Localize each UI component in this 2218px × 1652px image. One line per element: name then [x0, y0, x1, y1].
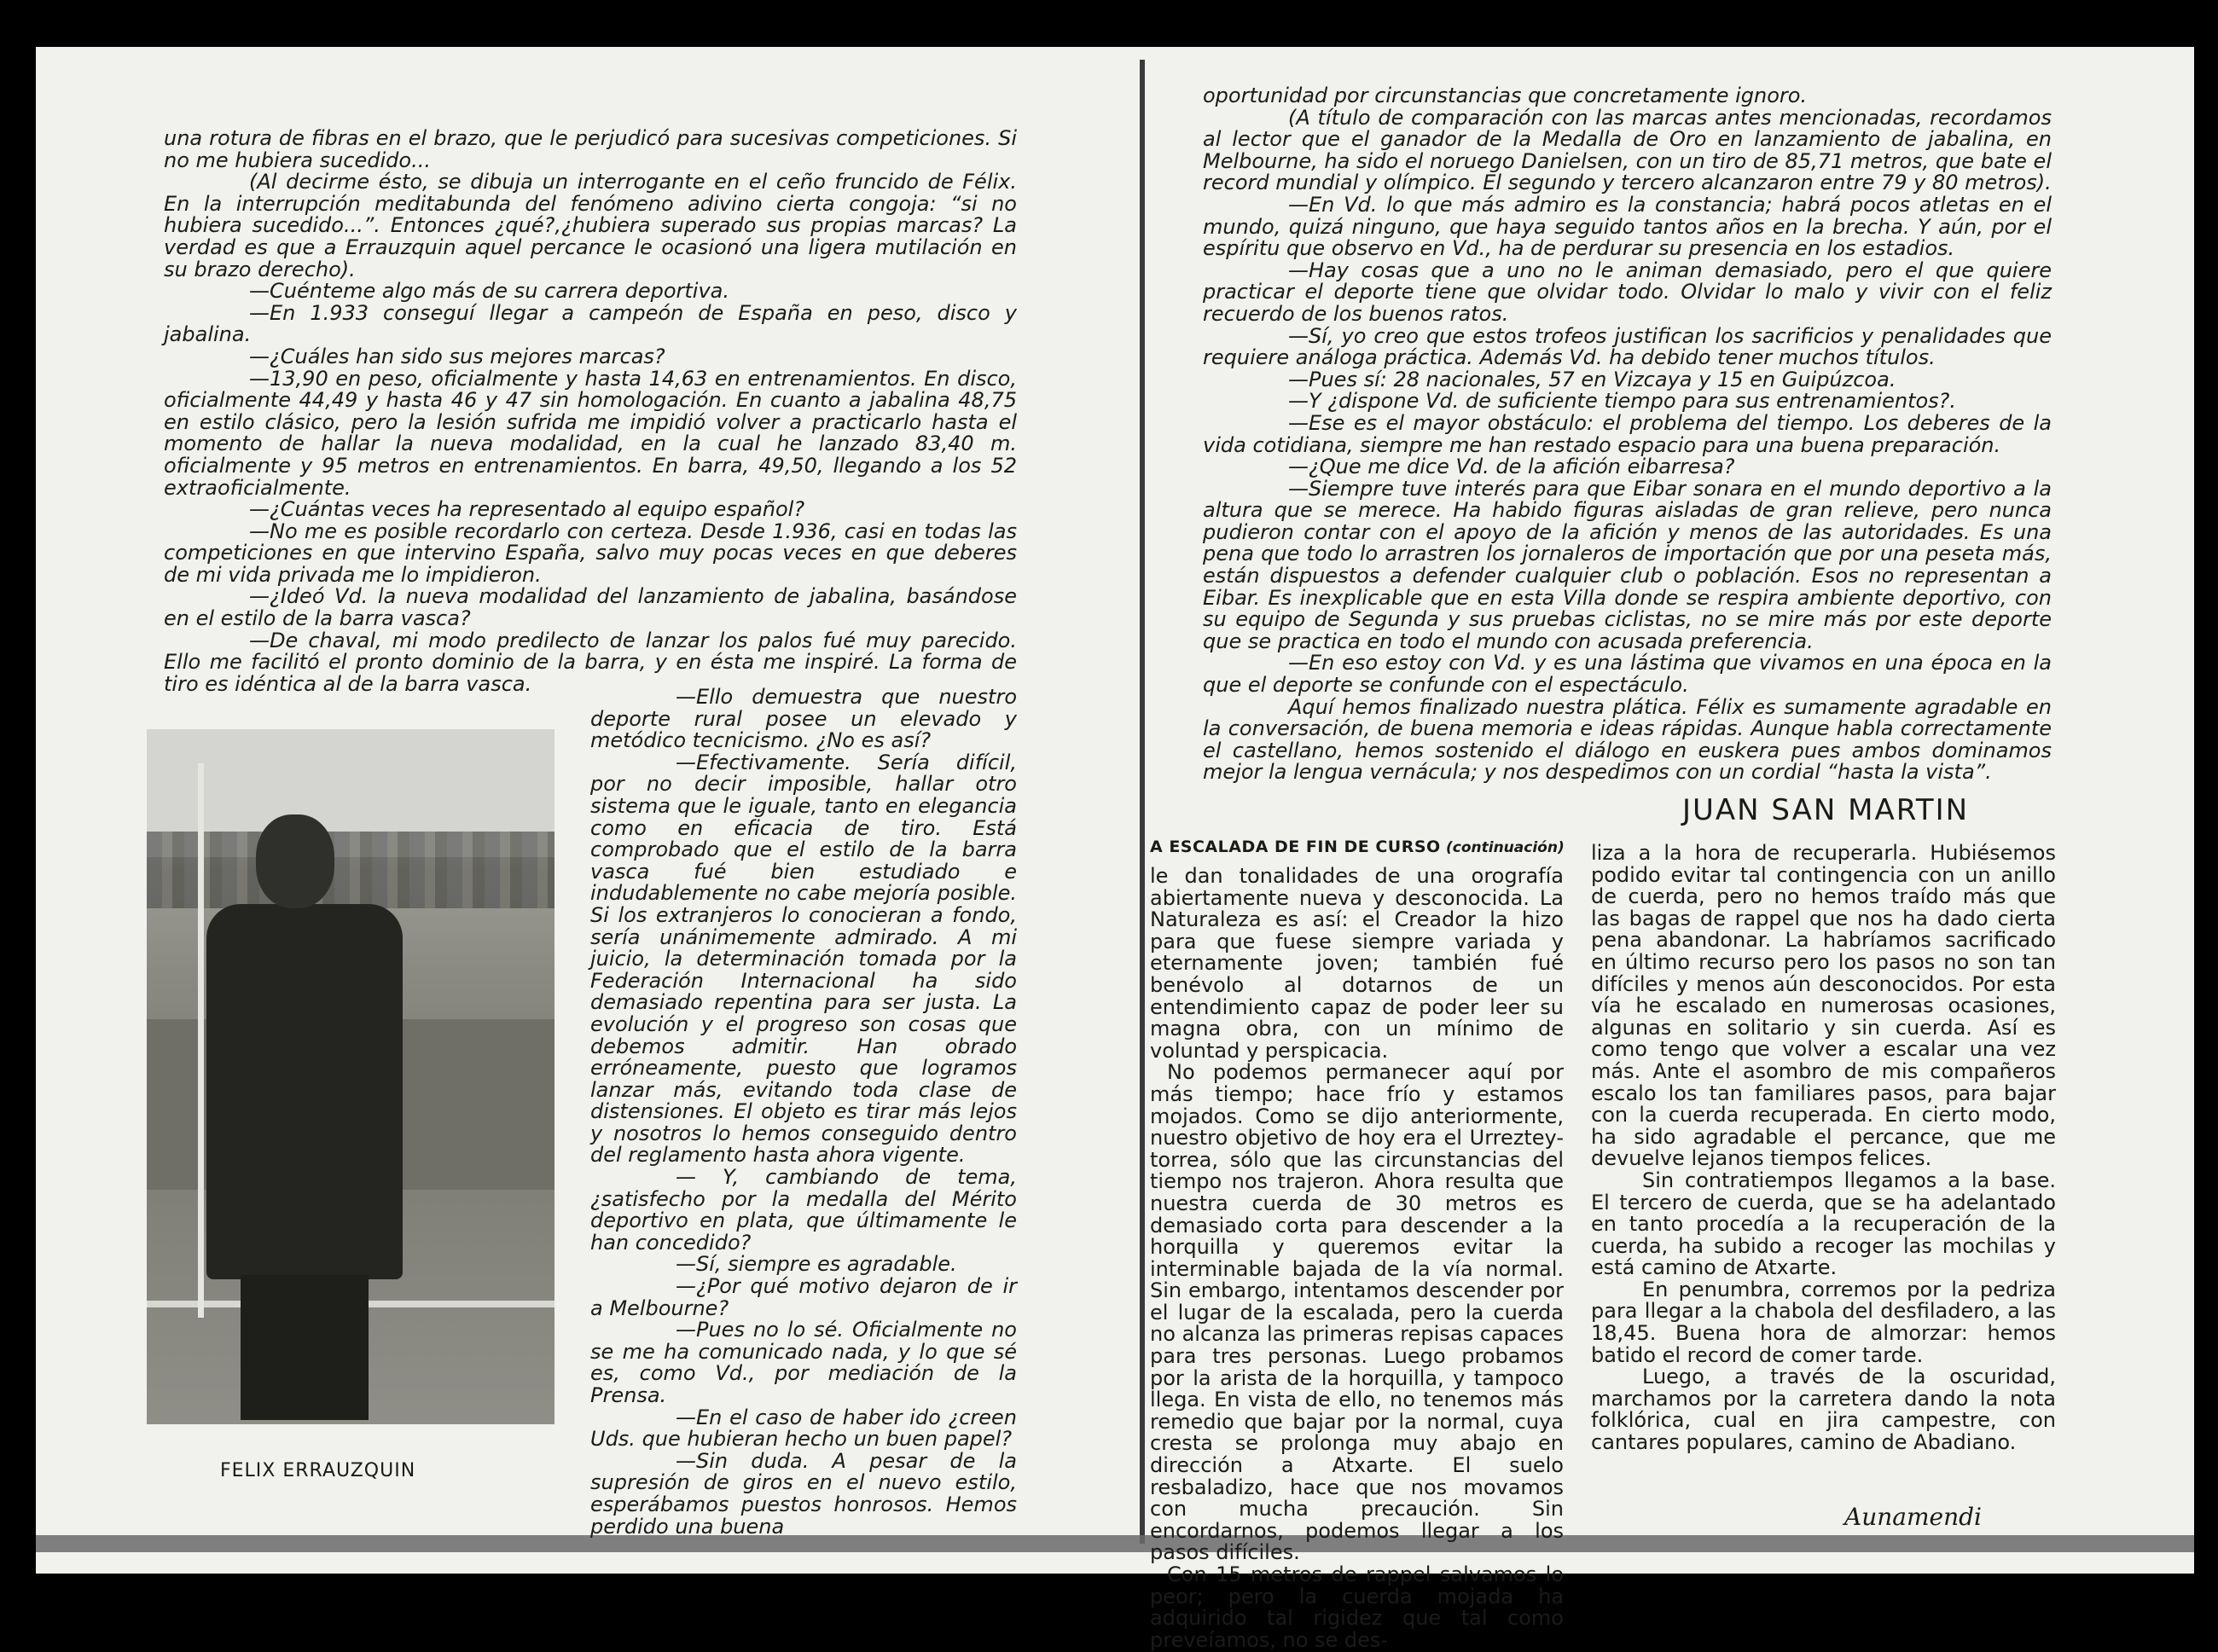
left-col-para: —Sí, siempre es agradable.: [676, 1252, 957, 1277]
right-para: —Hay cosas que a uno no le animan demasiado, pero el que quiere practicar el deporte tiene que olvidar todo. Olvidar lo malo y vivir con el feliz recuerdo de los buenos ratos.: [1203, 258, 2052, 326]
page-gutter: [1140, 60, 1145, 1544]
left-para: una rotura de fibras en el brazo, que le perjudicó para sucesivas competiciones. Si no me hubiera sucedido...: [164, 126, 1017, 172]
right-interview-text: [1203, 85, 2052, 784]
col2-para: liza a la hora de recuperarla. Hubiésemos podido evitar tal contingencia con un anillo de cuerda, pero no hemos traído más que las bagas de rappel que nos ha dado cierta pena abandonar. La habríamos sacrificado en último recurso pero los pasos no son tan difíciles y menos aún desconocidos. Por esta vía he escalado en numerosas ocasiones, algunas en solitario y sin cuerda. Así es como tengo que volver a escalar una vez más. Ante el asombro de mis compañeros escalo los tan familiares pasos, para bajar con la cuerda recuperada. En cierto modo, ha sido agradable el percance, que me devuelve lejanos tiempos felices.: [1591, 841, 2056, 1171]
right-para: oportunidad por circunstancias que concretamente ignoro.: [1203, 84, 1808, 107]
right-para: (A título de comparación con las marcas antes mencionadas, recordamos al lector que el ganador de la Medalla de Oro en lanzamiento de jabalina, en Melbourne, ha sido el noruego Danielsen, con un tiro de 85,71 metros, que bate el record mundial y olímpico. El segundo y tercero alcanzaron entre 79 y 80 metros).: [1203, 105, 2052, 195]
right-para: —Pues sí: 28 nacionales, 57 en Vizcaya y 15 en Guipúzcoa.: [1288, 367, 1896, 391]
col2-para: En penumbra, corremos por la pedriza para llegar a la chabola del desfiladero, a las 18,45. Buena hora de almorzar: hemos batido el record de comer tarde.: [1591, 1277, 2056, 1367]
left-para: —13,90 en peso, oficialmente y hasta 14,63 en entrenamientos. En disco, oficialmente 44,49 y hasta 46 y 47 sin homologación. En cuanto a jabalina 48,75 en estilo clásico, pero la lesión sufrida me impidió volver a practicarlo hasta el momento de hallar la nueva modalidad, en la cual he lanzado 83,40 m. oficialmente y 95 metros en entrenamientos. En barra, 49,50, llegando a los 52 extraoficialmente.: [164, 366, 1017, 500]
right-para: —Ese es el mayor obstáculo: el problema del tiempo. Los deberes de la vida cotidiana, siempre me han restado espacio para una buena preparación.: [1203, 410, 2052, 457]
right-column-2: [1591, 843, 2056, 1454]
right-para: —Y ¿dispone Vd. de suficiente tiempo para sus entrenamientos?.: [1288, 389, 1957, 414]
right-para: —En Vd. lo que más admiro es la constancia; habrá pocos atletas en el mundo, quizá ninguno, que haya seguido tantos años en la brecha. Y aún, por el espíritu que observo en Vd., ha de perdurar su presencia en los estadios.: [1203, 192, 2052, 261]
left-para: —¿Cuántas veces ha representado al equipo español?: [249, 497, 805, 522]
left-col-para: —Pues no lo sé. Oficialmente no se me ha comunicado nada, y lo que sé es, como Vd., por mediación de la Prensa.: [590, 1318, 1017, 1407]
left-col-para: —Sin duda. A pesar de la supresión de giros en el nuevo estilo, esperábamos puestos honrosos. Hemos perdido una buena: [590, 1448, 1017, 1539]
left-column-text: [590, 687, 1017, 1538]
author-name: JUAN SAN MARTIN: [1682, 793, 1970, 827]
left-para: —De chaval, mi modo predilecto de lanzar los palos fué muy parecido. Ello me facilitó el pronto dominio de la barra, y en ésta me inspiré. La forma de tiro es idéntica al de la barra vasca.: [164, 628, 1017, 696]
left-para: —No me es posible recordarlo con certeza. Desde 1.936, casi en todas las competiciones en que intervino España, salvo muy pocas veces en que deberes de mi vida privada me lo impidieron.: [164, 519, 1017, 587]
left-para: —En 1.933 conseguí llegar a campeón de España en peso, disco y jabalina.: [164, 300, 1017, 347]
right-para: —¿Que me dice Vd. de la afición eibarresa?: [1288, 455, 1735, 479]
left-col-para: —Efectivamente. Sería difícil, por no decir imposible, hallar otro sistema que le iguale, tanto en elegancia como en eficacia de tiro. Está comprobado que el estilo de la barra vasca fué bien estudiado e indudablemente no cabe mejoría posible. Si los extranjeros lo conocieran a fondo, sería unánimemente admirado. A mi juicio, la determinación tomada por la Federación Internacional ha sido demasiado repentina para ser justa. La evolución y el progreso son cosas que debemos admitir. Han obrado erróneamente, puesto que logramos lanzar más, evitando toda clase de distensiones. El objeto es tirar más lejos y nosotros lo hemos conseguido dentro del reglamento hasta ahora vigente.: [590, 750, 1017, 1168]
left-para: —Cuénteme algo más de su carrera deportiva.: [249, 279, 730, 304]
col1-para: le dan tonalidades de una orografía abiertamente nueva y desconocida. La Naturaleza es así: el Creador la hizo para que fuese siempre variada y eternamente joven; también fué benévolo al dotarnos de un entendimiento capaz de poder leer su magna obra, con un mínimo de voluntad y perspicacia.: [1150, 864, 1564, 1063]
left-intro-text: [164, 128, 1017, 695]
right-column-1: [1150, 866, 1564, 1651]
scan-edge: [36, 1535, 2194, 1552]
left-para: —¿Ideó Vd. la nueva modalidad del lanzamiento de jabalina, basándose en el estilo de la barra vasca?: [164, 584, 1017, 631]
section-continuation: (continuación): [1446, 839, 1565, 856]
athlete-photo: [147, 729, 554, 1424]
left-col-para: —En el caso de haber ido ¿creen Uds. que hubieran hecho un buen papel?: [590, 1405, 1017, 1452]
right-para: —En eso estoy con Vd. y es una lástima que vivamos en una época en la que el deporte se confunde con el espectáculo.: [1203, 651, 2052, 698]
right-para: Aquí hemos finalizado nuestra plática. Félix es sumamente agradable en la conversación, de buena memoria e ideas rápidas. Aunque habla correctamente el castellano, hemos sostenido el diálogo en euskera pues ambos dominamos mejor la lengua vernácula; y nos despedimos con un cordial “hasta la vista”.: [1203, 694, 2052, 785]
col2-para: Sin contratiempos llegamos a la base. El tercero de cuerda, que se ha adelantado en tanto procedía a la recuperación de la cuerda, ha subido a recoger las mochilas y está camino de Atxarte.: [1591, 1168, 2056, 1280]
right-para: —Sí, yo creo que estos trofeos justifican los sacrificios y penalidades que requiere análoga práctica. Además Vd. ha debido tener muchos títulos.: [1203, 323, 2052, 370]
col1-para: No podemos permanecer aquí por más tiempo; hace frío y estamos mojados. Como se dijo anteriormente, nuestro objetivo de hoy era el Urreztey-torrea, sólo que las circunstancias del tiempo nos trajeron. Ahora resulta que nuestra cuerda de 30 metros es demasiado corta para descender a la horquilla y queremos evitar la interminable bajada de la vía normal. Sin embargo, intentamos descender por el lugar de la escalada, pero la cuerda no alcanza las primeras repisas capaces para tres personas. Luego probamos por la arista de la horquilla, y tampoco llega. En vista de ello, no tenemos más remedio que bajar por la normal, cuya cresta se prolonga muy abajo en dirección a Atxarte. El suelo resbaladizo, hace que nos movamos con mucha precaución. Sin encordarnos, podemos llegar a los pasos difíciles.: [1150, 1060, 1564, 1565]
signature: Aunamendi: [1844, 1503, 1983, 1531]
left-para: —¿Cuáles han sido sus mejores marcas?: [249, 344, 665, 368]
photo-caption: FELIX ERRAUZQUIN: [220, 1460, 416, 1481]
right-para: —Siempre tuve interés para que Eibar sonara en el mundo deportivo a la altura que se merece. Ha habido figuras aisladas de gran relieve, pero nunca pudieron contar con el apoyo de la afición y menos de las autoridades. Es una pena que todo lo arrastren los jornaleros de importación que por una peseta más, están dispuestos a defender cualquier club o población. Esos no representan a Eibar. Es inexplicable que en esta Villa donde se respira ambiente deportivo, con su equipo de Segunda y sus pruebas ciclistas, no se mire más por este deporte que se practica en todo el mundo con acusada preferencia.: [1203, 476, 2052, 653]
left-col-para: —Ello demuestra que nuestro deporte rural posee un elevado y metódico tecnicismo. ¿No es así?: [590, 685, 1017, 753]
left-para: (Al decirme ésto, se dibuja un interrogante en el ceño fruncido de Félix. En la interrupción meditabunda del fenómeno adivino cierta congoja: “si no hubiera sucedido...”. Entonces ¿qué?,¿hubiera superado sus propias marcas? La verdad es que a Errauzquin aquel percance le ocasionó una ligera mutilación en su brazo derecho).: [164, 170, 1017, 281]
section-title: A ESCALADA DE FIN DE CURSO: [1150, 838, 1441, 856]
left-col-para: —¿Por qué motivo dejaron de ir a Melbourne?: [590, 1274, 1017, 1320]
left-col-para: — Y, cambiando de tema, ¿satisfecho por la medalla del Mérito deportivo en plata, que últimamente le han concedido?: [590, 1165, 1017, 1255]
col1-para: Con 15 metros de rappel salvamos lo peor; pero la cuerda mojada ha adquirido tal rigidez que tal como preveíamos, no se des-: [1150, 1562, 1564, 1652]
col2-para: Luego, a través de la oscuridad, marchamos por la carretera dando la nota folklórica, cual en jira campestre, con cantares populares, camino de Abadiano.: [1591, 1365, 2056, 1455]
